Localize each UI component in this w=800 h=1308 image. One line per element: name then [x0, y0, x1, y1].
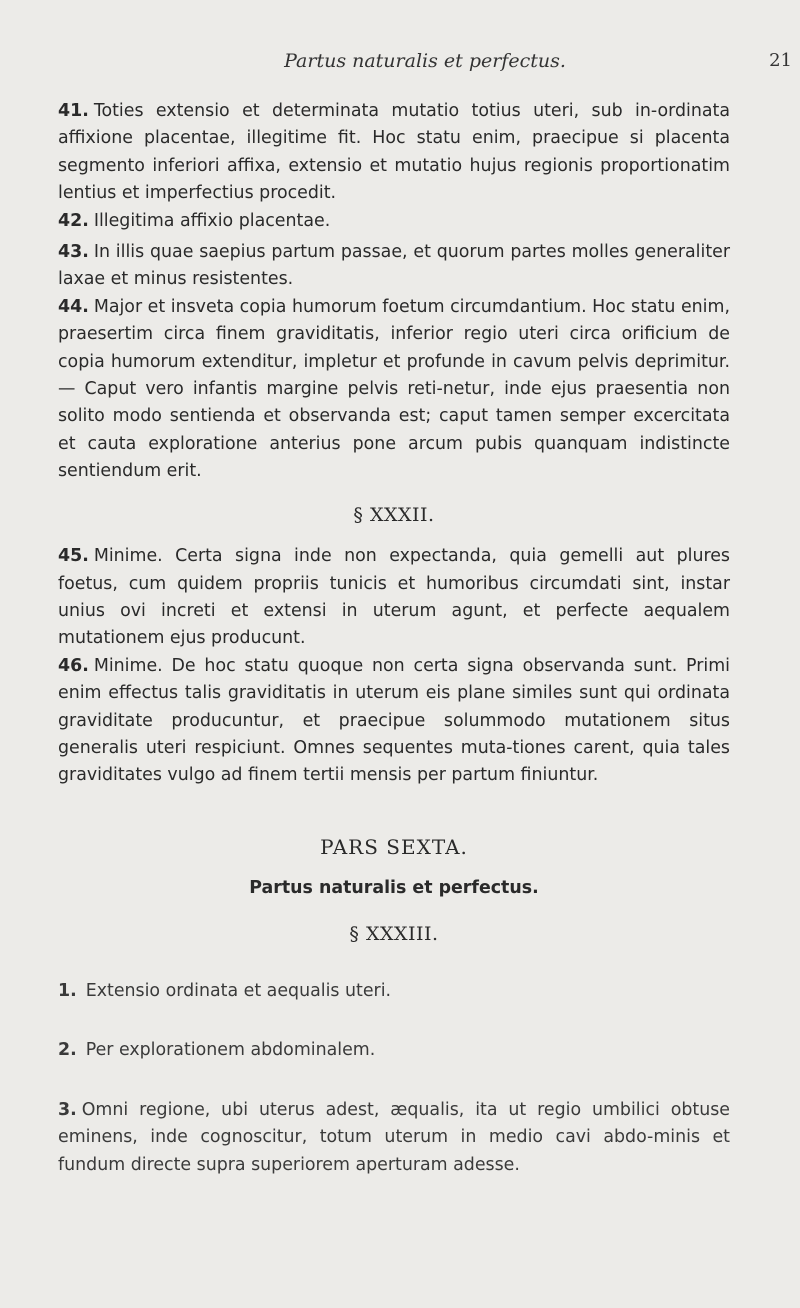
part-title: PARS SEXTA. — [320, 834, 468, 859]
paragraph-number: 3. — [58, 1099, 77, 1120]
paragraph-41 — [58, 98, 730, 208]
paragraph-number: 45. — [58, 546, 89, 567]
running-title: Partus naturalis et perfectus. — [284, 50, 566, 72]
paragraph-text: In illis quae saepius partum passae, et quorum partes molles generaliter laxae et minus resistentes. — [58, 242, 730, 290]
paragraph-number: 43. — [58, 242, 89, 263]
paragraph-text: Major et insveta copia humorum foetum circumdantium. Hoc statu enim, praesertim circa finem graviditatis, inferior regio uteri circa orificium de copia humorum extenditur, impletur et profunde in cavum pelvis deprimitur. — Caput vero infantis margine pelvis reti-netur, inde ejus praesentia non solito modo sentienda et observanda est; caput tamen semper excercitata et cauta exploratione anterius pone arcum pubis quanquam indistincte sentiendum erit. — [58, 296, 730, 482]
paragraph-2 — [58, 1037, 730, 1064]
paragraph-42 — [58, 208, 730, 235]
paragraph-1 — [58, 978, 730, 1005]
paragraph-text: Minime. De hoc statu quoque non certa signa observanda sunt. Primi enim effectus talis graviditatis in uterum eis plane similes sunt qui ordinata graviditate producuntur, et praecipue solummodo mutationem situs generalis uteri respiciunt. Omnes sequentes muta-tiones carent, quia tales graviditates vulgo ad finem tertii mensis per partum finiuntur. — [58, 655, 730, 786]
paragraph-number: 2. — [58, 1040, 77, 1061]
paragraph-43 — [58, 239, 730, 294]
paragraph-number: 1. — [58, 980, 77, 1001]
paragraph-text: Per explorationem abdominalem. — [85, 1040, 376, 1061]
paragraph-text: Illegitima affixio placentae. — [93, 210, 331, 231]
paragraph-number: 42. — [58, 210, 89, 231]
paragraph-text: Minime. Certa signa inde non expectanda, quia gemelli aut plures foetus, cum quidem propriis tunicis et humoribus circumdati sint, instar unius ovi increti et extensi in uterum agunt, et perfecte aequalem mutationem ejus producunt. — [58, 546, 730, 649]
paragraph-number: 41. — [58, 101, 89, 121]
paragraph-45 — [58, 543, 730, 653]
section-heading-xxxiii: § XXXIII. — [349, 922, 439, 945]
paragraph-44 — [58, 294, 730, 486]
paragraph-3 — [58, 1097, 730, 1179]
body-text — [58, 98, 730, 1179]
paragraph-46 — [58, 653, 730, 790]
page-number: 21 — [769, 50, 792, 71]
running-head — [58, 50, 792, 78]
paragraph-text: Toties extensio et determinata mutatio totius uteri, sub in-ordinata affixione placentae, illegitime fit. Hoc statu enim, praecipue si placenta segmento inferiori affixa, extensio et mutatio hujus regionis proportionatim lentius et imperfectius procedit. — [58, 101, 730, 204]
paragraph-text: Omni regione, ubi uterus adest, æqualis, ita ut regio umbilici obtuse eminens, inde cognoscitur, totum uterum in medio cavi abdo-minis et fundum directe supra superiorem aperturam adesse. — [58, 1099, 730, 1175]
paragraph-number: 46. — [58, 655, 89, 676]
paragraph-text: Extensio ordinata et aequalis uteri. — [85, 980, 392, 1001]
part-subtitle: Partus naturalis et perfectus. — [249, 878, 539, 899]
section-heading-xxxii: § XXXII. — [353, 503, 435, 526]
paragraph-number: 44. — [58, 296, 89, 317]
